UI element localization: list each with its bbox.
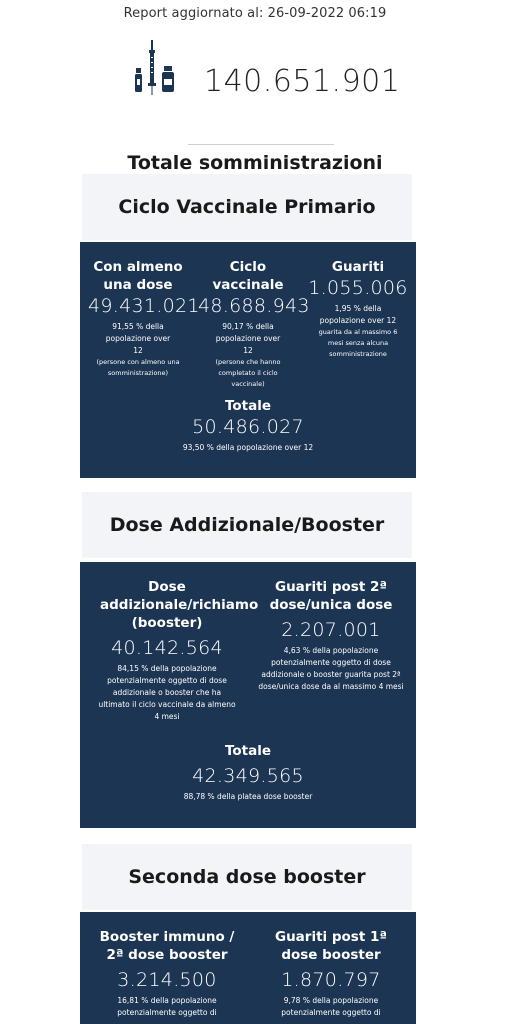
stat-label: Dose addizionale/richiamo (booster): [100, 579, 259, 631]
stat-label: Con almeno una dose: [93, 259, 183, 293]
section-title-primary-cycle: [82, 174, 412, 240]
stat-second-booster: [94, 928, 240, 1019]
stat-total: [160, 397, 336, 454]
section-title-text: Ciclo Vaccinale Primario: [118, 196, 376, 218]
stat-percent: 16,81 % della popolazione potenzialmente oggetto di: [117, 996, 217, 1017]
stat-percent: 93,50 % della popolazione over 12: [182, 443, 314, 452]
section-title-text: Seconda dose booster: [128, 866, 366, 888]
stat-value: 1.870.797: [281, 969, 381, 991]
stat-value: 3.214.500: [117, 969, 217, 991]
stat-recovered-post-dose: [256, 578, 406, 693]
stat-vaccination-cycle: [198, 258, 310, 390]
total-administrations-value: 140.651.901: [204, 64, 401, 99]
stat-value: 48.688.943: [198, 295, 310, 317]
section-title-booster: [82, 492, 412, 558]
stat-note: guarita da al massimo 6 mesi senza alcuna somministrazione: [318, 328, 398, 358]
stat-percent: 90,17 % della popolazione over 12: [215, 322, 281, 355]
stat-label: Ciclo vaccinale: [212, 259, 284, 293]
stat-recovered-post-booster: [256, 928, 406, 1019]
stat-value: 49.431.021: [88, 295, 200, 317]
report-updated-label: Report aggiornato al: 26-09-2022 06:19: [123, 6, 387, 21]
stat-value: 42.349.565: [192, 765, 304, 787]
total-administrations-header: [0, 40, 510, 174]
second-booster-panel: [80, 912, 416, 1024]
section-title-text: Dose Addizionale/Booster: [109, 514, 385, 536]
stat-label: Guariti post 2ª dose/unica dose: [269, 579, 393, 613]
stat-percent: 9,78 % della popolazione potenzialmente oggetto di: [281, 996, 381, 1017]
stat-label: Guariti: [331, 259, 385, 275]
stat-value: 40.142.564: [111, 637, 223, 659]
stat-value: 2.207.001: [281, 619, 381, 641]
stat-note: (persone con almeno una somministrazione): [96, 358, 180, 377]
stat-note: (persone che hanno completato il ciclo vaccinale): [215, 358, 281, 388]
stat-label: Totale: [224, 398, 272, 414]
stat-percent: 88,78 % della platea dose booster: [183, 792, 313, 801]
stat-label: Booster immuno / 2ª dose booster: [99, 929, 235, 963]
stat-first-dose: [88, 258, 200, 379]
stat-booster-dose: [94, 578, 259, 723]
stat-recovered: [306, 258, 410, 360]
total-administrations-label: Totale somministrazioni: [127, 152, 383, 174]
stat-value: 1.055.006: [308, 277, 408, 299]
stat-percent: 4,63 % della popolazione potenzialmente oggetto di dose addizionale o booster guarita post 2ª dose/unica dose da al massimo 4 mesi: [258, 646, 404, 691]
section-title-second-booster: [82, 844, 412, 910]
stat-total: [150, 742, 346, 803]
booster-panel: [80, 562, 416, 828]
primary-cycle-panel: [80, 242, 416, 478]
logo-icon: [60, 0, 82, 4]
divider: [188, 144, 334, 145]
stat-percent: 91,55 % della popolazione over 12: [105, 322, 171, 355]
stat-value: 50.486.027: [192, 416, 304, 438]
stat-percent: 1,95 % della popolazione over 12: [319, 304, 397, 325]
stat-label: Guariti post 1ª dose booster: [274, 929, 387, 963]
stat-label: Totale: [224, 743, 272, 759]
stat-percent: 84,15 % della popolazione potenzialmente oggetto di dose addizionale o booster che ha ultimato il ciclo vaccinale da almeno 4 mesi: [98, 664, 236, 721]
vaccine-vials-icon: [133, 40, 177, 96]
